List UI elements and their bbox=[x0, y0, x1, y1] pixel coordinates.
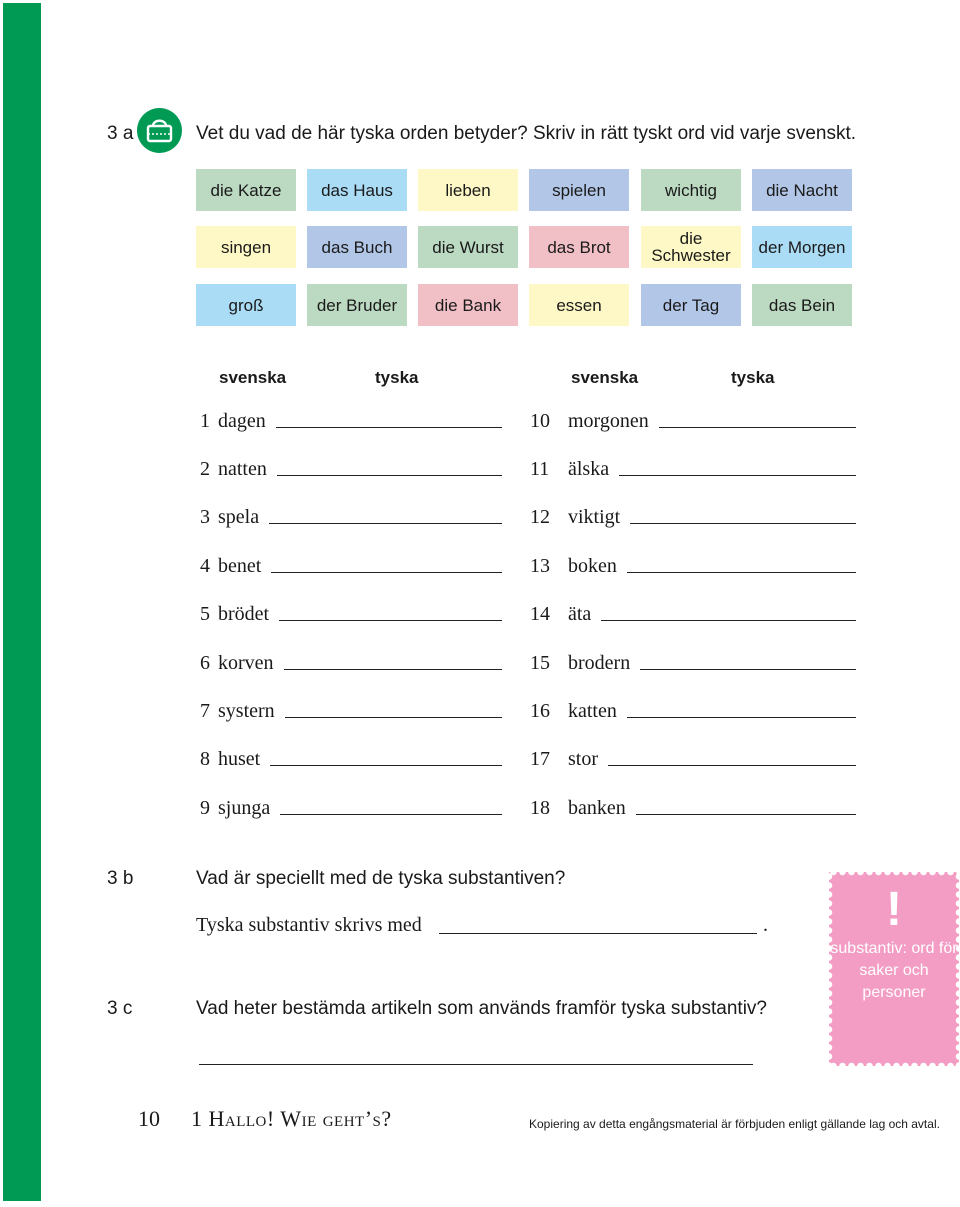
exercise-3c-label: 3 c bbox=[107, 998, 133, 1019]
answer-line[interactable] bbox=[277, 475, 502, 476]
item-number: 9 bbox=[200, 797, 210, 819]
swedish-word: brödet bbox=[218, 603, 270, 625]
item-number: 10 bbox=[530, 410, 550, 432]
swedish-word: systern bbox=[218, 700, 275, 722]
vocabulary-item bbox=[530, 451, 856, 481]
note-stamp bbox=[829, 872, 959, 1066]
column-header-swedish-left: svenska bbox=[219, 368, 287, 387]
word-box: groß bbox=[196, 284, 296, 326]
word-box: die Wurst bbox=[418, 226, 518, 268]
exercise-3a-instruction: Vet du vad de här tyska orden betyder? Skriv in rätt tyskt ord vid varje svenskt. bbox=[196, 123, 857, 144]
item-number: 13 bbox=[530, 555, 550, 577]
exercise-3b-question: Vad är speciellt med de tyska substantiven? bbox=[196, 868, 566, 889]
bag-icon bbox=[137, 108, 182, 153]
answer-line[interactable] bbox=[640, 669, 856, 670]
exclamation-icon: ! bbox=[886, 883, 902, 936]
word-box: spielen bbox=[529, 169, 629, 211]
note-stamp-text: substantiv: ord för saker och personer bbox=[830, 940, 958, 1001]
word-box: das Bein bbox=[752, 284, 852, 326]
swedish-word: katten bbox=[568, 700, 617, 722]
vocabulary-item bbox=[530, 741, 856, 771]
item-number: 17 bbox=[530, 748, 550, 770]
word-box: lieben bbox=[418, 169, 518, 211]
answer-line[interactable] bbox=[280, 814, 502, 815]
answer-line[interactable] bbox=[636, 814, 856, 815]
word-box: der Bruder bbox=[307, 284, 407, 326]
vocabulary-item bbox=[190, 451, 502, 481]
column-header-swedish-right: svenska bbox=[571, 368, 639, 387]
swedish-word: korven bbox=[218, 652, 274, 674]
exercise-3b-label: 3 b bbox=[107, 868, 134, 889]
item-number: 18 bbox=[530, 797, 550, 819]
page-number: 10 bbox=[138, 1106, 160, 1131]
answer-line[interactable] bbox=[619, 475, 856, 476]
swedish-word: viktigt bbox=[568, 506, 621, 528]
copyright-notice: Kopiering av detta engångsmaterial är förbjuden enligt gällande lag och avtal. bbox=[529, 1117, 940, 1131]
answer-line[interactable] bbox=[276, 427, 502, 428]
swedish-word: älska bbox=[568, 458, 610, 480]
answer-line[interactable] bbox=[601, 620, 856, 621]
swedish-word: brodern bbox=[568, 652, 631, 674]
word-box: das Brot bbox=[529, 226, 629, 268]
answer-line[interactable] bbox=[630, 523, 856, 524]
vocabulary-item bbox=[190, 645, 502, 675]
vocabulary-item bbox=[190, 596, 502, 626]
swedish-word: stor bbox=[568, 748, 598, 770]
answer-line[interactable] bbox=[659, 427, 856, 428]
word-box: wichtig bbox=[641, 169, 741, 211]
swedish-word: boken bbox=[568, 555, 617, 577]
exercise-3c-answer-line[interactable] bbox=[199, 1064, 753, 1065]
exercise-3a-label: 3 a bbox=[107, 123, 134, 144]
item-number: 6 bbox=[200, 652, 210, 674]
column-header-german-right: tyska bbox=[731, 368, 775, 387]
vocabulary-item bbox=[190, 548, 502, 578]
item-number: 14 bbox=[530, 603, 550, 625]
item-number: 12 bbox=[530, 506, 550, 528]
word-box: der Tag bbox=[641, 284, 741, 326]
vocabulary-item bbox=[190, 790, 502, 820]
item-number: 2 bbox=[200, 458, 210, 480]
item-number: 5 bbox=[200, 603, 210, 625]
item-number: 8 bbox=[200, 748, 210, 770]
item-number: 16 bbox=[530, 700, 550, 722]
swedish-word: dagen bbox=[218, 410, 266, 432]
item-number: 1 bbox=[200, 410, 210, 432]
swedish-word: huset bbox=[218, 748, 261, 770]
item-number: 7 bbox=[200, 700, 210, 722]
vocabulary-item bbox=[190, 403, 502, 433]
swedish-word: sjunga bbox=[218, 797, 271, 819]
vocabulary-item bbox=[190, 499, 502, 529]
item-number: 11 bbox=[530, 458, 550, 480]
word-box: singen bbox=[196, 226, 296, 268]
answer-line[interactable] bbox=[279, 620, 502, 621]
answer-line[interactable] bbox=[627, 717, 856, 718]
word-box: der Morgen bbox=[752, 226, 852, 268]
answer-line[interactable] bbox=[270, 765, 502, 766]
chapter-title: 1 Hallo! Wie geht’s? bbox=[191, 1106, 392, 1131]
item-number: 4 bbox=[200, 555, 210, 577]
column-header-german-left: tyska bbox=[375, 368, 419, 387]
swedish-word: morgonen bbox=[568, 410, 649, 432]
swedish-word: spela bbox=[218, 506, 260, 528]
vocabulary-item bbox=[530, 790, 856, 820]
green-margin-bar bbox=[3, 3, 41, 1201]
answer-line[interactable] bbox=[271, 572, 502, 573]
item-number: 3 bbox=[200, 506, 210, 528]
vocabulary-item bbox=[530, 645, 856, 675]
exercise-3b-period: . bbox=[763, 914, 768, 936]
item-number: 15 bbox=[530, 652, 550, 674]
answer-line[interactable] bbox=[269, 523, 502, 524]
exercise-3b-answer-line[interactable] bbox=[439, 933, 757, 934]
word-box: die Nacht bbox=[752, 169, 852, 211]
vocabulary-item bbox=[190, 741, 502, 771]
vocabulary-item bbox=[530, 403, 856, 433]
word-box: die Bank bbox=[418, 284, 518, 326]
swedish-word: äta bbox=[568, 603, 592, 625]
word-box: die Katze bbox=[196, 169, 296, 211]
exercise-3c-question: Vad heter bestämda artikeln som används framför tyska substantiv? bbox=[196, 998, 767, 1019]
word-box: das Buch bbox=[307, 226, 407, 268]
exercise-3b-answer-prompt: Tyska substantiv skrivs med bbox=[196, 914, 422, 936]
swedish-word: benet bbox=[218, 555, 262, 577]
vocabulary-item bbox=[530, 693, 856, 723]
word-box: das Haus bbox=[307, 169, 407, 211]
answer-line[interactable] bbox=[284, 669, 502, 670]
vocabulary-item bbox=[530, 596, 856, 626]
vocabulary-item bbox=[530, 548, 856, 578]
vocabulary-item bbox=[190, 693, 502, 723]
vocabulary-item bbox=[530, 499, 856, 529]
swedish-word: natten bbox=[218, 458, 267, 480]
word-box: die Schwester bbox=[641, 226, 741, 268]
word-box: essen bbox=[529, 284, 629, 326]
answer-line[interactable] bbox=[608, 765, 856, 766]
answer-line[interactable] bbox=[627, 572, 856, 573]
answer-line[interactable] bbox=[285, 717, 502, 718]
swedish-word: banken bbox=[568, 797, 626, 819]
